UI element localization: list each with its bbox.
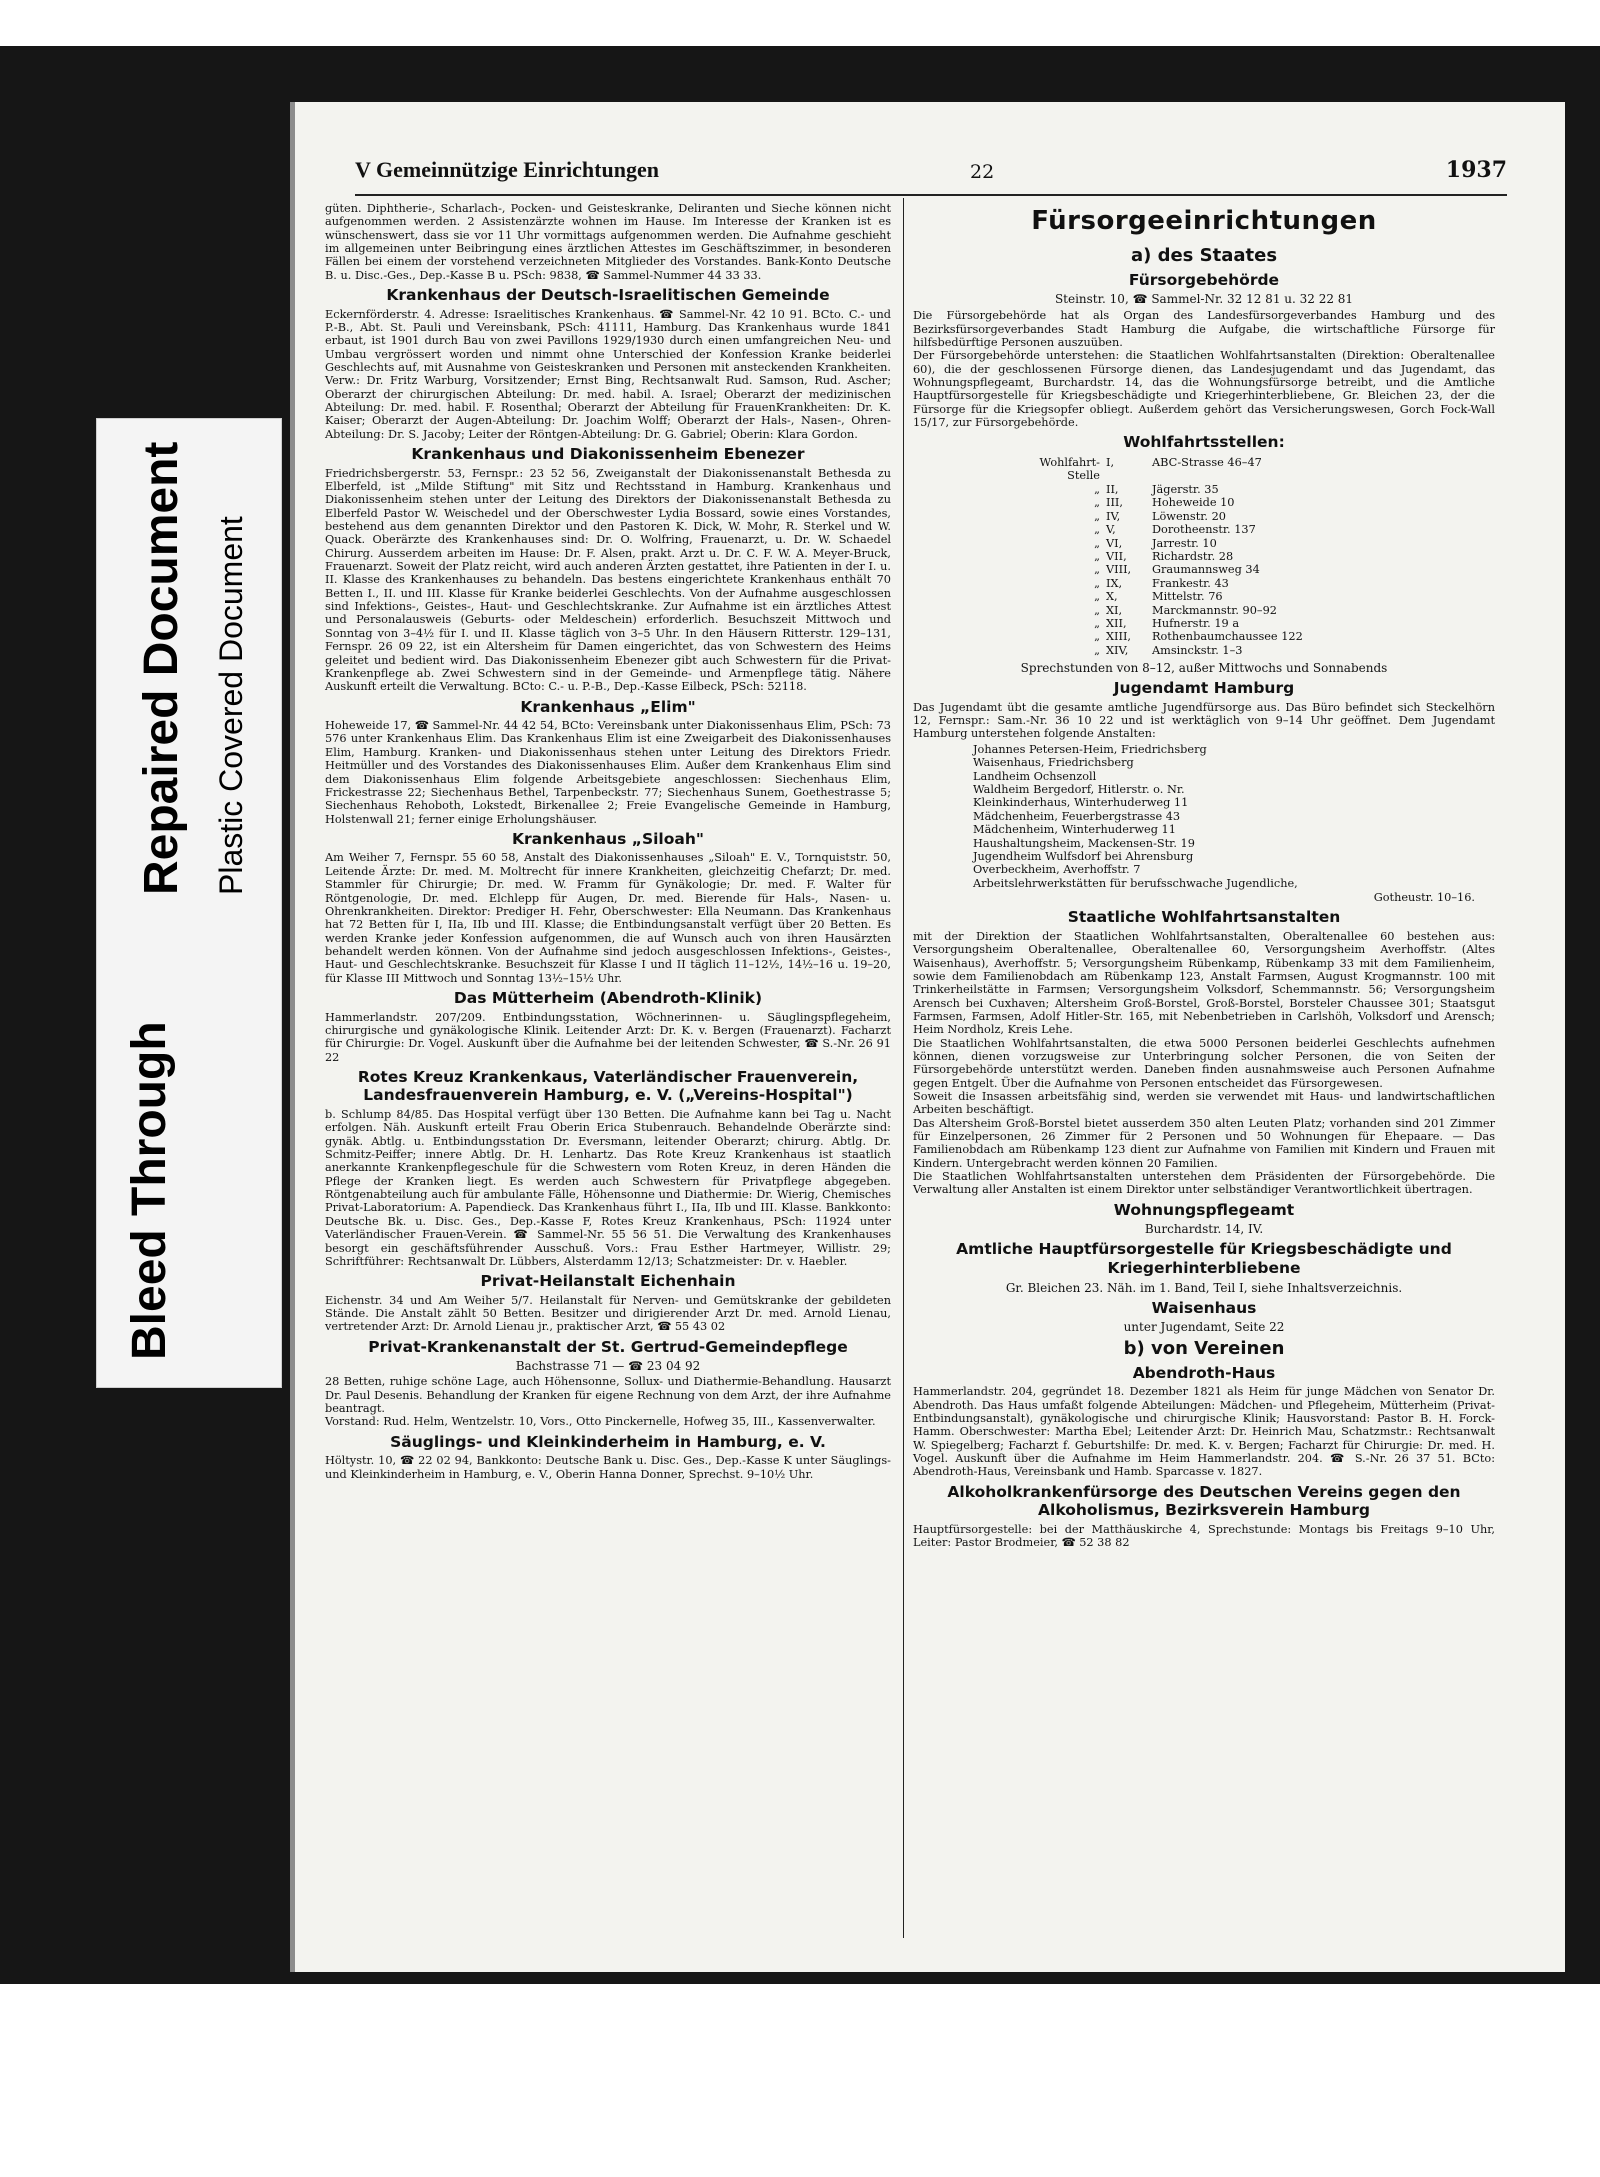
wohlfahrt-row: [1018, 510, 1495, 523]
wohlfahrt-cell: Wohlfahrt-Stelle: [1039, 456, 1100, 483]
entry-text: Hammerlandstr. 204, gegründet 18. Dezember 1821 als Heim für junge Mädchen von Senator Dr. Abendroth. Das Haus umfaßt folgende Abteilungen: Mädchen- und Pflegeheim, Mütterheim (Privat-Entbindungsanstalt), gynäkologische und chirurgische Klinik; Hausvorstand: Pastor B. H. Forck-Hamm. Oberschwester: Martha Ebel; Leitender Arzt: Dr. Heinrich Mau, Schatzmstr.: Rechtsanwalt W. Spiegelberg; Facharzt f. Geburtshilfe: Dr. med. K. v. Bergen; Facharzt für Chirurgie: Dr. med. H. Vogel. Auskunft über die Aufnahme im Heim Hammerlandstr. 204. ☎ S.-Nr. 26 37 51. BCto: Abendroth-Haus, Vereinsbank und Hamb. Sparcasse v. 1827.: [913, 1385, 1495, 1479]
wohlfahrt-cell: „: [1094, 496, 1100, 510]
entry-title: Privat-Heilanstalt Eichenhain: [480, 1272, 736, 1291]
wohlfahrt-cell: IX,: [1106, 576, 1123, 590]
entry-alkoholkrankenfuersorge: [913, 1483, 1495, 1550]
wohlfahrt-cell: VII,: [1106, 549, 1127, 563]
wohlfahrt-cell: X,: [1106, 590, 1118, 604]
list-item: Jugendheim Wulfsdorf bei Ahrensburg: [973, 850, 1194, 864]
list-item: Mädchenheim, Winterhuderweg 11: [973, 823, 1176, 837]
wohlfahrt-cell: „: [1094, 523, 1100, 537]
entry-title: Krankenhaus „Siloah": [512, 829, 704, 848]
wohlfahrt-cell: V,: [1106, 523, 1116, 537]
entry-rotes-kreuz: [325, 1068, 891, 1268]
wohlfahrt-cell: Marckmannstr. 90–92: [1152, 603, 1277, 617]
wohlfahrt-cell: „: [1094, 616, 1100, 630]
entry-title: Das Mütterheim (Abendroth-Klinik): [453, 988, 763, 1007]
entry-text: Das Altersheim Groß-Borstel bietet ausserdem 350 alten Leuten Platz; vorhanden sind 201 Zimmer für Einzelpersonen, 26 Zimmer für 2 Personen und 50 Wohnungen für Ehepaare. — Das Familienobdach am Rübenkamp 123 dient zur Aufnahme von Familien mit Kindern und Frauen mit Kindern. Untergebracht werden können 20 Familien.: [913, 1116, 1495, 1170]
subsection-title: a) des Staates: [1130, 245, 1278, 267]
wohlfahrt-row: [1018, 604, 1495, 617]
entry-title: Alkoholkrankenfürsorge des Deutschen Vereins gegen den Alkoholismus, Bezirksverein Hamburg: [947, 1482, 1461, 1520]
bleed-through-label: Bleed Through: [123, 1021, 176, 1360]
entry-text: güten. Diphtherie-, Scharlach-, Pocken- und Geisteskranke, Deliranten und Sieche können nicht aufgenommen werden. 2 Assistenzärzte wohnen im Hause. Im Interesse der Kranken ist es wünschenswert, dass sie vor 11 Uhr vormittags aufgenommen werden. Die Aufnahme geschieht im allgemeinen unter Beibringung eines ärztlichen Attestes im Geschäftszimmer, in besonderen Fällen bei einem der vorstehend verzeichneten Mitglieder des Vorstandes. Bank-Konto Deutsche B. u. Disc.-Ges., Dep.-Kasse B u. PSch: 9838, ☎ Sammel-Nummer 44 33 33.: [325, 202, 891, 282]
wohlfahrt-cell: I,: [1106, 456, 1115, 470]
entry-text: Vorstand: Rud. Helm, Wentzelstr. 10, Vors., Otto Pinckernelle, Hofweg 35, III., Kassenverwalter.: [325, 1415, 876, 1429]
entry-title: Krankenhaus und Diakonissenheim Ebenezer: [411, 445, 805, 464]
right-column: [913, 202, 1495, 1553]
entry-text: b. Schlump 84/85. Das Hospital verfügt über 130 Betten. Die Aufnahme kann bei Tag u. Nacht erfolgen. Näh. Auskunft erteilt Frau Oberin Erica Stubenrauch. Behandelnde Oberärzte sind: gynäk. Abtlg. u. Entbindungsstation Dr. Eversmann, leitender Oberarzt; chirurg. Abtlg. Dr. Schmitz-Peiffer; innere Abtlg. Dr. H. Lenhartz. Das Rote Kreuz Krankenhaus ist staatlich anerkannte Krankenpflegeschule für die Schwestern vom Roten Kreuz, in deren Händen die Pflege der Kranken liegt. Es werden auch Schwestern für Privatpflege abgegeben. Röntgenabteilung auch für ambulante Fälle, Höhensonne und Diathermie: Dr. Wierig, Chemisches Privat-Laboratorium: A. Papendieck. Das Krankenhaus führt I., IIa, IIb und III. Klasse. Bankkonto: Deutsche Bk. u. Disc. Ges., Dep.-Kasse F, Rotes Kreuz Krankenhaus, PSch: 11924 unter Vaterländischer Frauen-Verein. ☎ Sammel-Nr. 55 56 51. Die Verwaltung des Krankenhauses besorgt ein geschäftsführender Ausschuß. Vors.: Frau Esther Hartmeyer, Willistr. 29; Schriftführer: Rechtsanwalt Dr. Lübbers, Alsterdamm 12/13; Schatzmeister: Dr. v. Haebler.: [325, 1108, 891, 1268]
entry-continuation: [325, 202, 891, 282]
entry-title: Jugendamt Hamburg: [1113, 679, 1295, 698]
wohlfahrt-row: [1018, 537, 1495, 550]
entry-title: Staatliche Wohlfahrtsanstalten: [1067, 908, 1341, 927]
wohlfahrt-row: [1018, 563, 1495, 576]
entry-text: mit der Direktion der Staatlichen Wohlfahrtsanstalten, Oberaltenallee 60 bestehen aus: Versorgungsheim Oberaltenallee, Oberaltenallee 60, Versorgungsheim Averhoffstr. (Altes Waisenhaus), Averhoffstr. 5; Versorgungsheim Rübenkamp, Rübenkamp 33 mit dem Familienheim, sowie dem Familienobdach am Rübenkamp 123, Anstalt Farmsen, August Krogmannstr. 100 mit Trinkerheilstätte in Farmsen; Versorgungsheim Volksdorf, Schemmannstr. 56; Versorgungsheim Arensch bei Cuxhaven; Altersheim Groß-Borstel, Groß-Borstel, Borsteler Chaussee 301; Staatsgut Farmsen, Farmsen, Adolf Hitler-Str. 165, mit Nebenbetrieben in Carlshöh, Volksdorf und Arensch; Heim Nordholz, Kreis Lehe.: [913, 929, 1495, 1037]
wohlfahrt-row: [1018, 617, 1495, 630]
wohlfahrt-cell: Jägerstr. 35: [1152, 482, 1219, 496]
list-item: Kleinkinderhaus, Winterhuderweg 11: [973, 796, 1189, 810]
wohlfahrt-cell: IV,: [1106, 509, 1121, 523]
entry-text: Eckernförderstr. 4. Adresse: Israelitisches Krankenhaus. ☎ Sammel-Nr. 42 10 91. BCto. C.- und P.-B., Abt. St. Pauli und Vereinsbank, PSch: 41111, Hamburg. Das Krankenhaus wurde 1841 erbaut, ist 1901 durch Bau von zwei Pavillons 1929/1930 durch einen umfangreichen Neu- und Umbau vergrössert worden und nimmt ohne Unterschied der Konfession Kranke beiderlei Geschlechts auf, mit Ausnahme von Geisteskranken und Personen mit ansteckenden Krankheiten. Verw.: Dr. Fritz Warburg, Vorsitzender; Ernst Bing, Rechtsanwalt Rud. Samson, Rud. Ascher; Oberarzt der chirurgischen Abteilung: Dr. med. habil. A. Israel; Oberarzt der medizinischen Abteilung: Dr. med. habil. F. Rosenthal; Oberarzt der Abteilung für FrauenKrankheiten: Dr. K. Kaiser; Oberarzt der Augen-Abteilung: Dr. Joachim Wolff; Oberarzt der Hals-, Nasen-, Ohren-Abteilung: Dr. S. Jacoby; Leiter der Röntgen-Abteilung: Dr. G. Gabriel; Oberin: Klara Gordon.: [325, 307, 891, 441]
wohlfahrt-cell: Jarrestr. 10: [1152, 536, 1217, 550]
wohlfahrt-cell: Hoheweide 10: [1152, 496, 1235, 510]
left-column: [325, 202, 891, 1484]
list-item: Waisenhaus, Friedrichsberg: [973, 756, 1134, 770]
list-item: Overbeckheim, Averhoffstr. 7: [973, 863, 1141, 877]
entry-fuersorgebehoerde: [913, 271, 1495, 430]
wohlfahrt-cell: III,: [1106, 496, 1123, 510]
entry-title: Säuglings- und Kleinkinderheim in Hamburg, e. V.: [390, 1432, 826, 1451]
entry-staatliche-wohlfahrt: [913, 908, 1495, 1196]
wohlfahrt-cell: Dorotheenstr. 137: [1152, 523, 1256, 537]
entry-saeuglingsheim: [325, 1433, 891, 1481]
jugend-list: [973, 743, 1495, 890]
entry-text: Der Fürsorgebehörde unterstehen: die Staatlichen Wohlfahrtsanstalten (Direktion: Oberaltenallee 60), die der geschlossenen Fürsorge dienen, das Landesjugendamt und das Jugendamt, das Wohnungspflegeamt, Burchardstr. 14, das die Wohnungsfürsorge betreibt, und die Amtliche Hauptfürsorgestelle für Kriegsbeschädigte und Kriegerhinterbliebene, Gr. Bleichen 23, der die Fürsorge für die Kriegsopfer obliegt. Außerdem gehört das Versicherungswesen, Gorch Fock-Wall 15/17, zur Fürsorgebehörde.: [913, 349, 1495, 430]
wohlfahrt-cell: XI,: [1106, 603, 1123, 617]
entry-text: Hammerlandstr. 207/209. Entbindungsstation, Wöchnerinnen- u. Säuglingspflegeheim, chirurgische und gynäkologische Klinik. Leitender Arzt: Dr. K. v. Bergen (Frauenarzt). Facharzt für Chirurgie: Dr. Vogel. Auskunft über die Aufnahme bei der leitenden Schwester, ☎ S.-Nr. 26 91 22: [325, 1010, 891, 1064]
entry-text: Die Fürsorgebehörde hat als Organ des Landesfürsorgeverbandes Hamburg und des Bezirksfürsorgeverbandes Stadt Hamburg die Aufgabe, die wirtschaftliche Fürsorge für hilfsbedürftige Personen auszuüben.: [913, 309, 1495, 350]
wohlfahrt-cell: XIII,: [1106, 630, 1132, 644]
header-rule: [355, 194, 1507, 196]
entry-text: unter Jugendamt, Seite 22: [1123, 1320, 1285, 1335]
wohlfahrt-cell: Graumannsweg 34: [1152, 563, 1260, 577]
entry-text: Die Staatlichen Wohlfahrtsanstalten unterstehen dem Präsidenten der Fürsorgebehörde. Die Verwaltung aller Anstalten ist einem Direktor unter selbständiger Verantwortlichkeit übertragen.: [913, 1170, 1495, 1197]
wohlfahrt-cell: Rothenbaumchaussee 122: [1152, 630, 1303, 644]
entry-title: Abendroth-Haus: [1132, 1363, 1276, 1382]
wohlfahrt-cell: „: [1094, 536, 1100, 550]
wohlfahrt-cell: VI,: [1106, 536, 1123, 550]
entry-address: Burchardstr. 14, IV.: [1144, 1222, 1264, 1237]
list-item: Landheim Ochsenzoll: [973, 769, 1097, 783]
entry-title: Fürsorgebehörde: [1128, 270, 1280, 289]
list-item: Waldheim Bergedorf, Hitlerstr. o. Nr.: [973, 783, 1185, 796]
entry-eichenhain: [325, 1272, 891, 1334]
entry-wohnungspflegeamt: [913, 1201, 1495, 1237]
list-item: Mädchenheim, Feuerbergstrasse 43: [973, 809, 1181, 823]
entry-text: Höltystr. 10, ☎ 22 02 94, Bankkonto: Deutsche Bank u. Disc. Ges., Dep.-Kasse K unter Säuglings- und Kleinkinderheim in Hamburg, e. V., Oberin Hanna Donner, Sprechst. 9–10½ Uhr.: [325, 1454, 891, 1481]
entry-abendroth-haus: [913, 1364, 1495, 1479]
entry-address: Steinstr. 10, ☎ Sammel-Nr. 32 12 81 u. 32 22 81: [1054, 292, 1354, 307]
entry-waisenhaus: [913, 1299, 1495, 1335]
wohlfahrt-cell: Richardstr. 28: [1152, 549, 1234, 563]
section-header: V Gemeinnützige Einrichtungen: [355, 157, 659, 182]
wohlfahrt-row: [1018, 496, 1495, 509]
wohlfahrt-row: [1018, 483, 1495, 496]
entry-text: Eichenstr. 34 und Am Weiher 5/7. Heilanstalt für Nerven- und Gemütskranke der gebildeten Stände. Die Anstalt zählt 50 Betten. Besitzer und dirigierender Arzt Dr. med. Arnold Lienau, vertretender Arzt: Dr. Arnold Lienau jr., praktischer Arzt, ☎ 55 43 02: [325, 1293, 891, 1334]
wohlfahrt-cell: „: [1094, 509, 1100, 523]
subsection-title: b) von Vereinen: [1123, 1338, 1285, 1360]
entry-title: Wohlfahrtsstellen:: [1123, 433, 1285, 452]
entry-jugendamt: [913, 679, 1495, 904]
wohlfahrt-list: [1018, 456, 1495, 657]
wohlfahrt-row: [1018, 456, 1495, 483]
wohlfahrt-cell: Amsinckstr. 1–3: [1152, 643, 1243, 657]
wohlfahrt-cell: „: [1094, 482, 1100, 496]
wohlfahrt-cell: „: [1094, 563, 1100, 577]
wohlfahrt-cell: ABC-Strasse 46–47: [1152, 456, 1262, 470]
entry-elim: [325, 698, 891, 826]
entry-title: Rotes Kreuz Krankenkaus, Vaterländischer Frauenverein, Landesfrauenverein Hamburg, e. V. („Vereins-Hospital"): [357, 1067, 859, 1105]
year-label: 1937: [1445, 157, 1507, 183]
wohlfahrt-cell: II,: [1106, 482, 1119, 496]
wohlfahrt-cell: „: [1094, 603, 1100, 617]
entry-text: Hauptfürsorgestelle: bei der Matthäuskirche 4, Sprechstunde: Montags bis Freitags 9–10 Uhr, Leiter: Pastor Brodmeier, ☎ 52 38 82: [913, 1522, 1495, 1550]
list-item: Arbeitslehrwerkstätten für berufsschwache Jugendliche,: [973, 876, 1298, 890]
wohlfahrt-cell: „: [1094, 590, 1100, 604]
page-number: 22: [970, 161, 995, 183]
list-item: Haushaltungsheim, Mackensen-Str. 19: [973, 836, 1195, 850]
entry-muetterheim: [325, 989, 891, 1064]
wohlfahrt-cell: „: [1094, 643, 1100, 657]
list-item: Johannes Petersen-Heim, Friedrichsberg: [973, 742, 1207, 756]
wohlfahrt-row: [1018, 590, 1495, 603]
entry-ebenezer: [325, 445, 891, 693]
entry-siloah: [325, 830, 891, 985]
wohlfahrt-cell: „: [1094, 576, 1100, 590]
wohlfahrt-cell: Löwenstr. 20: [1152, 509, 1226, 523]
wohlfahrt-cell: Frankestr. 43: [1152, 576, 1229, 590]
entry-address: Bachstrasse 71 — ☎ 23 04 92: [515, 1359, 701, 1374]
entry-title: Amtliche Hauptfürsorgestelle für Kriegsbeschädigte und Kriegerhinterbliebene: [956, 1240, 1452, 1277]
wohlfahrt-cell: „: [1094, 630, 1100, 644]
wohlfahrt-cell: „: [1094, 549, 1100, 563]
repaired-document-label: Repaired Document: [135, 441, 188, 895]
entry-title: Wohnungspflegeamt: [1113, 1200, 1295, 1219]
entry-text: Soweit die Insassen arbeitsfähig sind, werden sie verwendet mit Haus- und landwirtschaftlichen Arbeiten beschäftigt.: [913, 1089, 1495, 1117]
wohlfahrt-row: [1018, 644, 1495, 657]
wohlfahrt-row: [1018, 630, 1495, 643]
wohlfahrt-cell: Mittelstr. 76: [1152, 590, 1223, 604]
wohlfahrt-cell: Hufnerstr. 19 a: [1152, 616, 1240, 630]
wohlfahrt-cell: VIII,: [1106, 563, 1132, 577]
entry-krankenhaus-israelitisch: [325, 286, 891, 441]
entry-hauptfuersorgestelle: [913, 1240, 1495, 1294]
entry-text: Friedrichsbergerstr. 53, Fernspr.: 23 52 56, Zweiganstalt der Diakonissenanstalt Bethesda zu Elberfeld, ist „Milde Stiftung" mit Sitz und Rechtsstand in Hamburg. Krankenhaus und Diakonissenheim stehen unter der Leitung des Direktors der Diakonissenanstalt Bethesda zu Elberfeld Pastor W. Weischedel und der Oberschwester Lydia Bossard, sowie eines Vorstandes, bestehend aus dem genannten Direktor und den Pastoren K. Dick, W. Mohr, R. Sterkel und W. Quack. Oberärzte des Krankenhauses sind: Dr. O. Wolfring, Frauenarzt, u. Dr. W. Schaedel Chirurg. Ausserdem arbeiten im Hause: Dr. F. Alsen, prakt. Arzt u. Dr. C. F. W. A. Meyer-Bruck, Frauenarzt. Soweit der Platz reicht, wird auch anderen Ärzten gestattet, ihre Patienten in der I. u. II. Klasse des Krankenhauses zu behandeln. Das bestens eingerichtete Krankenhaus enthält 70 Betten I., II. und III. Klasse für Kranke beiderlei Geschlechts. Von der Aufnahme ausgeschlossen sind Infektions-, Geistes-, Haut- und Geschlechtskranke. Zur Aufnahme ist ein ärztliches Attest und Personalausweis (Geburts- oder Meldeschein) erforderlich. Besuchszeit Mittwoch und Sonntag von 3–4½ für I. und II. Klasse täglich von 3–5 Uhr. In den Häusern Ritterstr. 129–131, Fernspr. 26 09 22, ist ein Altersheim für Damen eingerichtet, das von Schwestern des Heims geleitet und bedient wird. Das Diakonissenheim Ebenezer gibt auch Schwestern für die Privat-Krankenpflege ab. Zwei Schwestern sind in der Gemeinde- und Armenpflege tätig. Nähere Auskunft erteilt die Verwaltung. BCto: C.- u. P.-B., Dep.-Kasse Eilbeck, PSch: 52118.: [325, 466, 891, 694]
entry-text: Die Staatlichen Wohlfahrtsanstalten, die etwa 5000 Personen beiderlei Geschlechts aufnehmen können, dienen vorzugsweise zur Unterbringung solcher Personen, die von Seiten der Fürsorgebehörde unterstützt werden. Daneben finden ausnahmsweise auch Personen Aufnahme gegen Entgelt. Über die Aufnahme von Personen entscheidet das Fürsorgewesen.: [913, 1036, 1495, 1090]
entry-title: Krankenhaus der Deutsch-Israelitischen Gemeinde: [386, 286, 830, 305]
plastic-covered-label: Plastic Covered Document: [213, 516, 249, 895]
column-divider: [903, 198, 904, 1938]
entry-text: Am Weiher 7, Fernspr. 55 60 58, Anstalt des Diakonissenhauses „Siloah" E. V., Tornquiststr. 50, Leitende Ärzte: Dr. med. M. Moltrecht für innere Krankheiten, gleichzeitig Chefarzt; Dr. med. Stammler für Chirurgie; Dr. med. W. Framm für Gynäkologie; Dr. med. F. Walter für Röntgenologie, Dr. med. Elchlepp für Augen, Dr. med. Bierende für Hals-, Nasen- u. Ohrenkrankheiten. Direktor: Prediger H. Fehr, Oberschwester: Ella Neumann. Das Krankenhaus hat 72 Betten für I, IIa, IIb und III. Klasse; die Entbindungsanstalt verfügt über 20 Betten. Es werden Kranke jeder Konfession aufgenommen, die auf Wunsch auch von ihren Hausärzten behandelt werden können. Von der Aufnahme sind jedoch ausgeschlossen Infektions-, Geistes-, Haut- und Geschlechtskranke. Besuchszeit für Klasse I und II täglich 11–12½, 14½–16 u. 19–20, für Klasse III Mittwoch und Sonntag 13½–15½ Uhr.: [325, 851, 891, 985]
entry-text: 28 Betten, ruhige schöne Lage, auch Höhensonne, Sollux- und Diathermie-Behandlung. Hausarzt Dr. Paul Desenis. Behandlung der Kranken für eigene Rechnung von dem Arzt, der ihre Aufnahme beantragt.: [325, 1375, 891, 1416]
entry-st-gertrud: [325, 1338, 891, 1429]
wohlfahrt-row: [1018, 577, 1495, 590]
wohlfahrt-cell: XIV,: [1106, 643, 1129, 657]
entry-text: Das Jugendamt übt die gesamte amtliche Jugendfürsorge aus. Das Büro befindet sich Steckelhörn 12, Fernspr.: Sam.-Nr. 36 10 22 und ist werktäglich von 9–14 Uhr geöffnet. Dem Jugendamt Hamburg unterstehen folgende Anstalten:: [913, 700, 1495, 741]
list-end: Gotheustr. 10–16.: [1373, 891, 1475, 905]
wohlfahrt-cell: XII,: [1106, 616, 1127, 630]
entry-text: Hoheweide 17, ☎ Sammel-Nr. 44 42 54, BCto: Vereinsbank unter Diakonissenhaus Elim, PSch: 73 576 unter Krankenhaus Elim. Das Krankenhaus Elim ist eine Zweigarbeit des Diakonissenhauses Elim, Hamburg. Kranken- und Diakonissenhaus stehen unter Leitung des Direktors Friedr. Heitmüller und des Vorstandes des Diakonissenhauses Elim. Außer dem Krankenhaus Elim sind dem Diakonissenhaus Elim folgende Arbeitsgebiete angeschlossen: Siechenhaus Elim, Frickestrasse 22; Siechenhaus Bethel, Tarpenbeckstr. 77; Siechenhaus Sunem, Goethestrasse 5; Siechenhaus Rehoboth, Lokstedt, Birkenallee 2; Freie Evangelische Gemeinde in Hamburg, Holstenwall 21; ferner einige Erholungshäuser.: [325, 719, 891, 826]
wohlfahrt-row: [1018, 550, 1495, 563]
entry-title: Waisenhaus: [1151, 1298, 1257, 1317]
entry-title: Privat-Krankenanstalt der St. Gertrud-Gemeindepflege: [368, 1337, 848, 1356]
book-page: [290, 102, 1565, 1972]
entry-text: Gr. Bleichen 23. Näh. im 1. Band, Teil I, siehe Inhaltsverzeichnis.: [1005, 1280, 1403, 1295]
wohlfahrt-row: [1018, 523, 1495, 536]
entry-title: Krankenhaus „Elim": [520, 697, 696, 716]
entry-note: Sprechstunden von 8–12, außer Mittwochs und Sonnabends: [1020, 661, 1388, 676]
main-title: Fürsorgeeinrichtungen: [1031, 206, 1377, 236]
page-header: [355, 157, 1507, 187]
entry-wohlfahrtsstellen: [913, 433, 1495, 675]
